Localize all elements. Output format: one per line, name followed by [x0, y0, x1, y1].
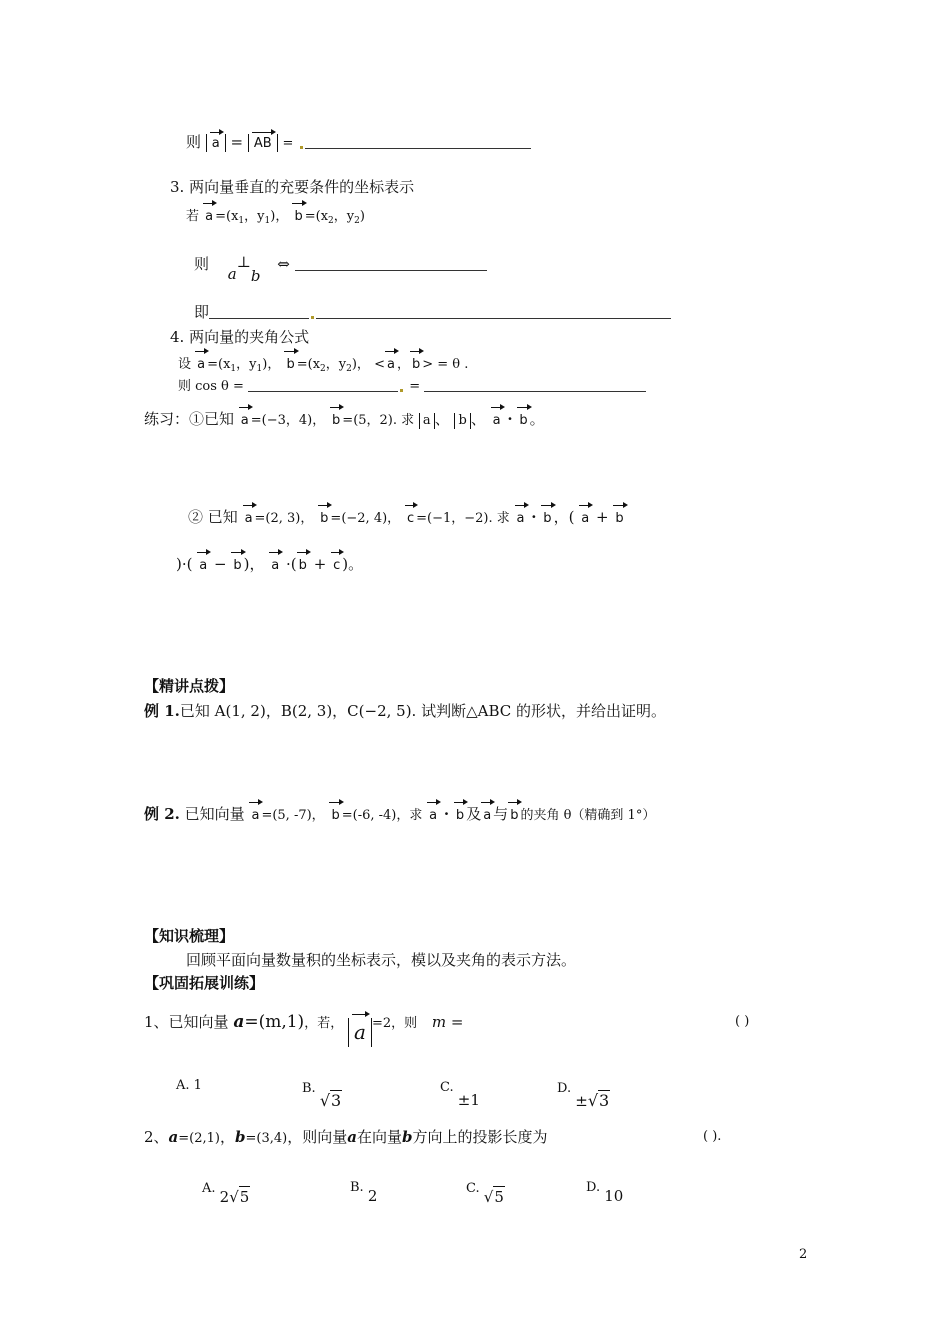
- vector-b: b: [454, 806, 466, 826]
- subscript: 2: [346, 364, 352, 374]
- radicand: 3: [599, 1091, 610, 1110]
- text: 2: [219, 1188, 230, 1206]
- var-b: b: [250, 267, 261, 285]
- vector-b: b: [329, 806, 341, 826]
- subscript: 2: [320, 364, 326, 374]
- text: 2: [367, 1187, 378, 1205]
- text: )，: [262, 357, 281, 372]
- var-b: b: [402, 1128, 413, 1146]
- vector-a: a: [203, 207, 215, 227]
- answer-blank: [209, 304, 309, 319]
- vector-b: b: [292, 207, 304, 227]
- text: =(x: [215, 209, 239, 224]
- vector-a: a: [354, 1020, 366, 1044]
- perp-symbol: ⊥: [236, 253, 251, 271]
- text: )，: [351, 357, 370, 372]
- vector-b: b: [231, 556, 243, 576]
- vector-b: b: [541, 509, 553, 529]
- text: 即: [194, 303, 210, 321]
- text: )，: [243, 555, 265, 573]
- vector-b: b: [613, 509, 625, 529]
- text: 若: [186, 209, 200, 224]
- exercise-2-line2: [176, 554, 363, 576]
- text: =: [282, 136, 294, 151]
- text: 1、已知向量: [144, 1013, 229, 1031]
- vector-a: a: [195, 355, 207, 375]
- mark-dot: [300, 146, 303, 149]
- example-label: 例 1.: [144, 702, 180, 720]
- text: 已知向量: [184, 805, 245, 823]
- text: > = θ .: [422, 357, 469, 372]
- radicand: 5: [239, 1188, 250, 1206]
- vector-b: b: [297, 556, 309, 576]
- text: C.: [466, 1181, 480, 1196]
- vector-a: a: [427, 806, 439, 826]
- text: ，y: [236, 357, 257, 372]
- mark-dot: [311, 316, 314, 319]
- sqrt: √5: [483, 1188, 504, 1206]
- vector-a: a: [579, 509, 591, 529]
- text: 、: [434, 410, 450, 428]
- text: C.: [440, 1080, 454, 1095]
- text: =(5, -7)，: [261, 808, 325, 823]
- vector-a: a: [481, 806, 493, 826]
- abs-a: [206, 134, 226, 152]
- vector-a: a: [385, 355, 397, 375]
- dot-operator: ·: [443, 805, 450, 823]
- text: =(x: [296, 357, 321, 372]
- var-a: a: [347, 1128, 357, 1146]
- question-2: [144, 1127, 548, 1149]
- option-1-c: [440, 1076, 480, 1109]
- text: =(5，2). 求: [342, 413, 415, 428]
- text: ，y: [325, 357, 347, 372]
- radicand: 3: [331, 1091, 342, 1110]
- option-2-d: [586, 1176, 624, 1205]
- text: ，: [396, 357, 410, 372]
- example-1: [144, 701, 666, 721]
- question-1-paren: ( ): [735, 1014, 750, 1029]
- text: 、: [470, 410, 486, 428]
- vector-a: a: [249, 806, 261, 826]
- text: 则: [194, 255, 210, 273]
- option-2-c: [466, 1176, 505, 1206]
- subscript: 1: [238, 216, 245, 226]
- text: ，若，: [304, 1016, 344, 1031]
- text: =(x: [207, 357, 231, 372]
- vector-b: b: [318, 509, 330, 529]
- vector-a: a: [211, 136, 220, 151]
- subscript: 1: [264, 216, 271, 226]
- vector-b: b: [517, 411, 529, 431]
- heading-zhishi: 【知识梳理】: [144, 927, 235, 945]
- section-3-title: 3. 两向量垂直的充要条件的坐标表示: [170, 178, 415, 196]
- text: ，y: [244, 209, 265, 224]
- text: =: [230, 133, 244, 151]
- vector-b: b: [508, 806, 520, 826]
- text: =(2,1): [178, 1131, 220, 1146]
- text: ·(: [286, 555, 297, 573]
- vector-a: a: [491, 411, 503, 431]
- zhishi-text: 回顾平面向量数量积的坐标表示，模以及夹角的表示方法。: [186, 951, 577, 969]
- answer-blank: [424, 377, 646, 392]
- text: +: [313, 555, 327, 573]
- text: 设: [178, 357, 192, 372]
- text: =(−3，4)，: [250, 413, 326, 428]
- iff-symbol: ⇔: [277, 255, 290, 273]
- heading-jingjiang: 【精讲点拨】: [144, 677, 235, 695]
- vector-a: a: [239, 411, 251, 431]
- vector-c: c: [331, 556, 342, 576]
- section-3-perp: [194, 253, 487, 285]
- text: 10: [604, 1187, 624, 1205]
- magnitude-line: [186, 132, 531, 154]
- text: D.: [586, 1180, 601, 1195]
- vector-a: a: [515, 509, 527, 529]
- text: =(m,1): [244, 1012, 305, 1032]
- sqrt: √3: [587, 1091, 610, 1110]
- text: B.: [302, 1081, 316, 1096]
- vector-ab: AB: [253, 136, 272, 151]
- subscript: 1: [256, 364, 263, 374]
- answer-blank: [295, 256, 487, 271]
- option-2-b: [350, 1176, 378, 1205]
- page-number: 2: [799, 1247, 808, 1262]
- question-1: [144, 1012, 463, 1047]
- text: =2，则: [371, 1016, 418, 1031]
- section-3-ie: [194, 302, 671, 322]
- vector-a: a: [243, 509, 255, 529]
- var-a: a: [168, 1128, 179, 1146]
- vector-b: b: [284, 355, 296, 375]
- abs-a: a: [419, 413, 435, 429]
- mark-dot: [400, 389, 403, 392]
- abs-ab: [248, 134, 278, 152]
- option-1-a: A. 1: [176, 1078, 202, 1093]
- question-2-paren: ( ).: [703, 1129, 722, 1144]
- subscript: 1: [230, 364, 237, 374]
- option-2-a: [202, 1176, 250, 1206]
- var-a: a: [233, 1012, 245, 1032]
- answer-blank: [248, 377, 398, 392]
- text: )，: [270, 209, 289, 224]
- option-1-b: [302, 1076, 342, 1110]
- text: −: [214, 555, 227, 573]
- text: ，y: [333, 209, 355, 224]
- text: A.: [202, 1181, 216, 1196]
- dot-operator: ·: [531, 508, 537, 526]
- text: 已知 A(1, 2)，B(2, 3)，C(−2, 5). 试判断△ABC 的形状，并给出证明。: [179, 702, 666, 720]
- var-b: b: [235, 1128, 246, 1146]
- vector-b: b: [410, 355, 422, 375]
- vector-c: c: [405, 509, 416, 529]
- text: =(x: [304, 209, 329, 224]
- text: 在向量: [356, 1128, 402, 1146]
- text: 则: [186, 133, 202, 151]
- example-label: 例 2.: [144, 805, 180, 823]
- text: ): [359, 209, 365, 224]
- text: =(−2, 4)，: [330, 511, 401, 526]
- answer-blank: [305, 134, 531, 149]
- section-3-given: [186, 207, 365, 231]
- vector-b: b: [330, 411, 342, 431]
- exercise-1: [144, 409, 545, 431]
- text: =(-6, -4)，求: [341, 808, 423, 823]
- text: B.: [350, 1180, 364, 1195]
- text: +: [595, 508, 609, 526]
- text: 2、: [144, 1128, 169, 1146]
- text: 与: [493, 805, 509, 823]
- answer-blank: [316, 304, 671, 319]
- var-a: a: [227, 265, 237, 283]
- text: 方向上的投影长度为: [412, 1128, 548, 1146]
- text: )。: [342, 555, 364, 573]
- text: ±1: [457, 1091, 480, 1109]
- text: ，(: [553, 508, 575, 526]
- text: 的夹角 θ（精确到 1°）: [520, 808, 656, 823]
- abs-b: b: [454, 413, 470, 429]
- section-4-given: [178, 355, 468, 379]
- subscript: 2: [354, 216, 360, 226]
- text: 练习：①已知: [144, 410, 235, 428]
- text: =(2, 3)，: [254, 511, 314, 526]
- text: =(−1，−2). 求: [416, 511, 510, 526]
- text: 。: [529, 410, 545, 428]
- section-4-title: 4. 两向量的夹角公式: [170, 328, 310, 346]
- vector-a: a: [269, 556, 281, 576]
- dot-operator: ·: [507, 410, 513, 428]
- example-2: [144, 804, 655, 826]
- subscript: 2: [328, 216, 334, 226]
- text: 则 cos θ =: [178, 379, 244, 394]
- text: ，: [220, 1128, 236, 1146]
- sqrt: √5: [229, 1188, 250, 1206]
- text: ，则向量: [287, 1128, 348, 1146]
- option-1-d: [557, 1076, 610, 1110]
- section-4-cos: [178, 377, 646, 397]
- radicand: 5: [494, 1188, 504, 1206]
- abs-a: [348, 1018, 372, 1047]
- text: )·(: [176, 555, 193, 573]
- text: 及: [466, 805, 482, 823]
- exercise-2-line1: [188, 507, 626, 529]
- text: <: [374, 357, 385, 372]
- text: ② 已知: [188, 508, 238, 526]
- sqrt: √3: [319, 1091, 342, 1110]
- vector-a: a: [197, 556, 209, 576]
- var-m: m =: [431, 1013, 464, 1031]
- text: ±: [575, 1092, 588, 1110]
- text: =(3,4): [245, 1131, 288, 1146]
- text: D.: [557, 1081, 572, 1096]
- text: =: [409, 379, 421, 394]
- heading-gonggu: 【巩固拓展训练】: [144, 974, 265, 992]
